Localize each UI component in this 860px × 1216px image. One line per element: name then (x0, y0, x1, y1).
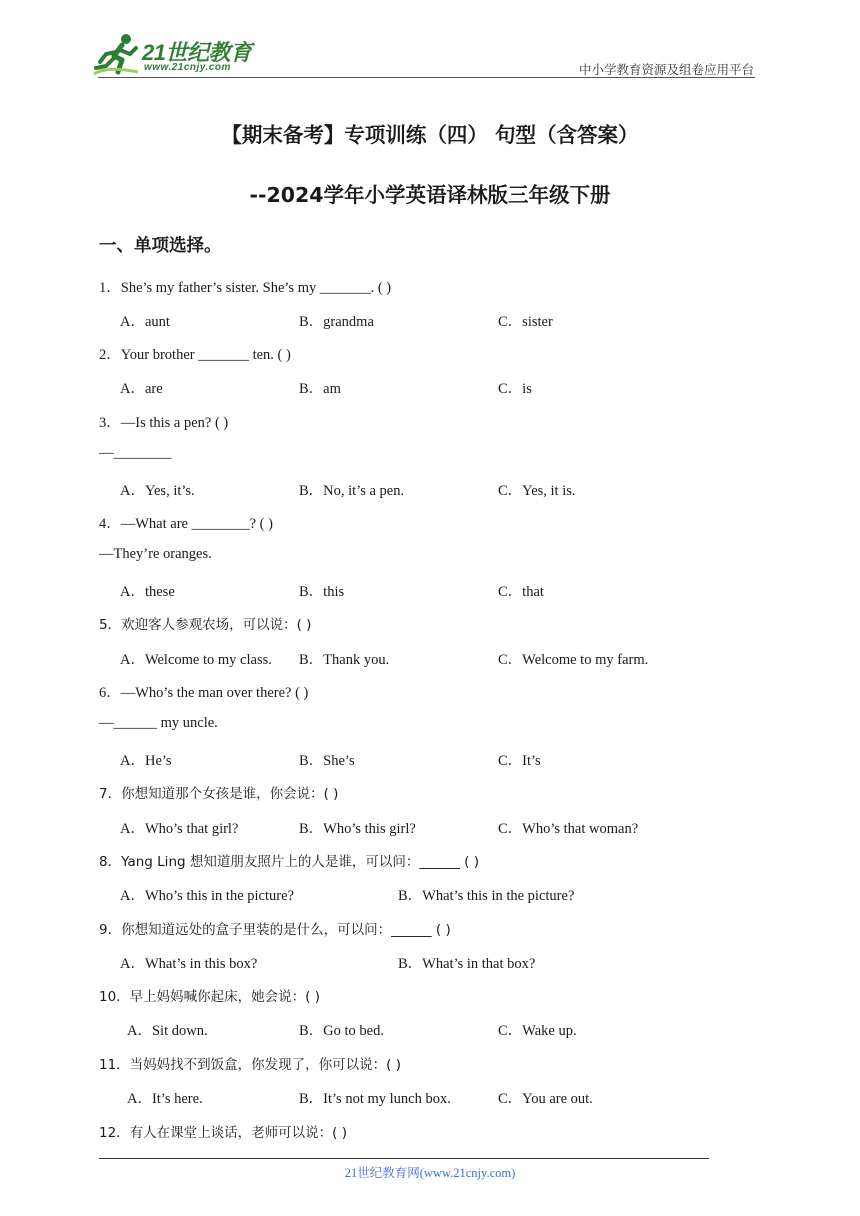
runner-icon (92, 32, 140, 78)
option-a: A．What’s in this box? (120, 956, 258, 972)
header-divider (98, 77, 755, 78)
option-c: C．is (498, 381, 532, 397)
question-text: 11．当妈妈找不到饭盒，你发现了，你可以说：( ) (99, 1057, 402, 1073)
question-text: 5．欢迎客人参观农场，可以说：( ) (99, 617, 312, 633)
question-text: 10．早上妈妈喊你起床，她会说：( ) (99, 989, 321, 1005)
option-a: A．Sit down. (127, 1023, 208, 1039)
option-a: A．are (120, 381, 163, 397)
option-b: B．Go to bed. (299, 1023, 384, 1039)
option-c: C．Welcome to my farm. (498, 652, 649, 668)
page-header (0, 0, 860, 90)
logo-text: 21世纪教育 (142, 40, 252, 65)
question-text: 2．Your brother _______ ten. ( ) (99, 347, 291, 363)
section-heading: 一、单项选择。 (99, 236, 222, 256)
option-b: B．Thank you. (299, 652, 390, 668)
document-title: 【期末备考】专项训练（四） 句型（含答案） (221, 123, 639, 147)
question-text: 3．—Is this a pen? ( ) (99, 415, 229, 431)
answer-blank: —________ (99, 445, 172, 461)
option-b: B．It’s not my lunch box. (299, 1091, 451, 1107)
footer-link[interactable]: 21世纪教育网(www.21cnjy.com) (344, 1166, 516, 1180)
option-a: A．aunt (120, 314, 170, 330)
option-b: B．Who’s this girl? (299, 821, 416, 837)
option-a: A．Yes, it’s. (120, 483, 195, 499)
option-c: C．Who’s that woman? (498, 821, 639, 837)
option-a: A．It’s here. (127, 1091, 203, 1107)
option-b: B．What’s this in the picture? (398, 888, 575, 904)
option-a: A．He’s (120, 753, 172, 769)
question-text: 1．She’s my father’s sister. She’s my _______. ( ) (99, 280, 392, 296)
option-c: C．It’s (498, 753, 541, 769)
option-b: B．No, it’s a pen. (299, 483, 405, 499)
platform-name: 中小学教育资源及组卷应用平台 (578, 62, 754, 77)
question-text: 4．—What are ________? ( ) (99, 516, 273, 532)
question-text: 12．有人在课堂上谈话，老师可以说：( ) (99, 1125, 348, 1141)
option-c: C．Wake up. (498, 1023, 577, 1039)
option-a: A．Who’s this in the picture? (120, 888, 294, 904)
option-c: C．Yes, it is. (498, 483, 576, 499)
option-b: B．grandma (299, 314, 374, 330)
question-text: 8．Yang Ling 想知道朋友照片上的人是谁，可以问：______ ( ) (99, 854, 479, 870)
logo-url: www.21cnjy.com (144, 62, 231, 73)
option-c: C．that (498, 584, 544, 600)
option-b: B．What’s in that box? (398, 956, 536, 972)
option-a: A．these (120, 584, 175, 600)
site-logo[interactable] (92, 32, 262, 80)
answer-line: —They’re oranges. (99, 546, 212, 562)
option-c: C．You are out. (498, 1091, 593, 1107)
document-subtitle: --2024学年小学英语译林版三年级下册 (249, 183, 611, 207)
option-b: B．She’s (299, 753, 355, 769)
option-a: A．Welcome to my class. (120, 652, 272, 668)
question-text: 6．—Who’s the man over there? ( ) (99, 685, 309, 701)
option-b: B．am (299, 381, 341, 397)
question-text: 7．你想知道那个女孩是谁，你会说：( ) (99, 786, 339, 802)
answer-line: —______ my uncle. (99, 715, 218, 731)
option-a: A．Who’s that girl? (120, 821, 239, 837)
option-b: B．this (299, 584, 345, 600)
footer-divider (99, 1158, 709, 1159)
option-c: C．sister (498, 314, 553, 330)
question-text: 9．你想知道远处的盒子里装的是什么，可以问：______ ( ) (99, 922, 451, 938)
